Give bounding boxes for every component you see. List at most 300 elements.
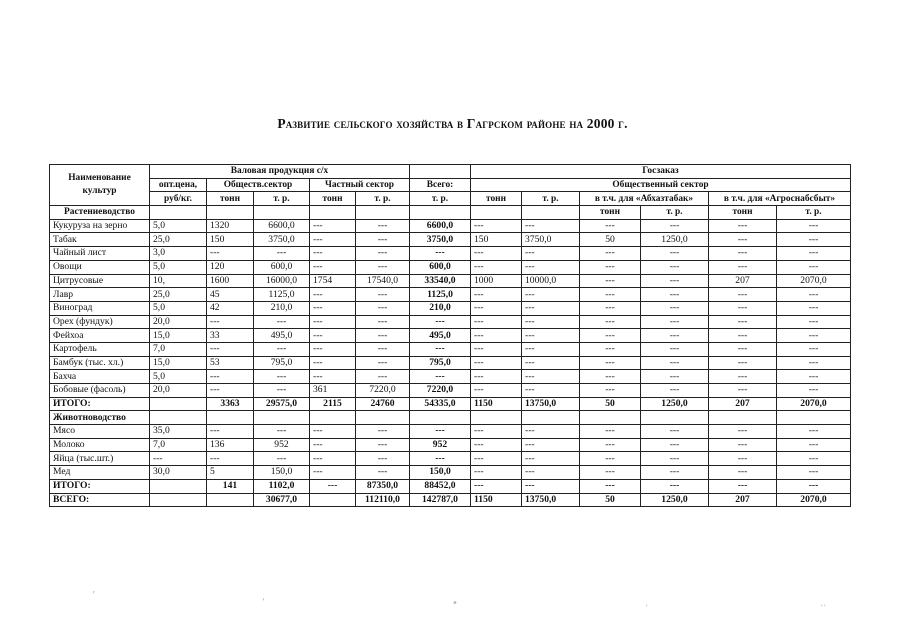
value-cell: 1754 xyxy=(310,274,356,288)
culture-header-line1: Наименование xyxy=(68,173,131,184)
value-cell: --- xyxy=(471,479,522,493)
value-cell: 5,0 xyxy=(150,219,207,233)
value-cell: --- xyxy=(641,329,709,343)
value-cell: 795,0 xyxy=(254,356,310,370)
value-cell: --- xyxy=(641,479,709,493)
table-row xyxy=(50,260,851,274)
value-cell: --- xyxy=(522,301,580,315)
header-row-3 xyxy=(50,192,851,206)
value-cell: 3,0 xyxy=(150,247,207,261)
empty-cell xyxy=(410,411,471,425)
value-cell: --- xyxy=(254,315,310,329)
value-cell: 30677,0 xyxy=(254,493,310,507)
value-cell: --- xyxy=(471,219,522,233)
empty-cell xyxy=(410,206,471,220)
value-cell: --- xyxy=(410,425,471,439)
value-cell: --- xyxy=(356,425,410,439)
value-cell: --- xyxy=(709,247,777,261)
table-row xyxy=(50,370,851,384)
gross-product-header: Валовая продукция с/х xyxy=(150,165,410,179)
value-cell: --- xyxy=(356,438,410,452)
value-cell: --- xyxy=(310,247,356,261)
empty-cell xyxy=(207,411,254,425)
public-rub-header: т. р. xyxy=(254,192,310,206)
value-cell: 7,0 xyxy=(150,438,207,452)
value-cell: --- xyxy=(641,288,709,302)
value-cell: --- xyxy=(254,384,310,398)
value-cell: --- xyxy=(777,356,851,370)
value-cell: --- xyxy=(356,329,410,343)
abkhaz-header: в т.ч. для «Абхазтабак» xyxy=(580,192,709,206)
value-cell: --- xyxy=(410,342,471,356)
table-row xyxy=(50,466,851,480)
row-label-cell: Картофель xyxy=(50,342,150,356)
value-cell: --- xyxy=(310,219,356,233)
value-cell: 1250,0 xyxy=(641,397,709,411)
row-label-cell: Кукуруза на зерно xyxy=(50,219,150,233)
value-cell: 1102,0 xyxy=(254,479,310,493)
empty-cell xyxy=(709,411,777,425)
value-cell: 120 xyxy=(207,260,254,274)
row-label-cell: Лавр xyxy=(50,288,150,302)
value-cell: --- xyxy=(310,233,356,247)
value-cell: --- xyxy=(522,288,580,302)
private-sector-header: Частный сектор xyxy=(310,178,410,192)
value-cell: 795,0 xyxy=(410,356,471,370)
value-cell: 50 xyxy=(580,233,641,247)
total-header: Всего: xyxy=(410,178,471,192)
value-cell: --- xyxy=(709,438,777,452)
value-cell: --- xyxy=(254,425,310,439)
value-cell: 30,0 xyxy=(150,466,207,480)
value-cell: --- xyxy=(310,356,356,370)
value-cell: --- xyxy=(471,452,522,466)
opt-price-header-2: руб/кг. xyxy=(150,192,207,206)
value-cell: --- xyxy=(709,301,777,315)
value-cell: --- xyxy=(580,301,641,315)
value-cell: 35,0 xyxy=(150,425,207,439)
value-cell: --- xyxy=(641,342,709,356)
value-cell: --- xyxy=(522,452,580,466)
value-cell: --- xyxy=(522,342,580,356)
value-cell: --- xyxy=(410,370,471,384)
value-cell: --- xyxy=(356,342,410,356)
value-cell: --- xyxy=(522,370,580,384)
value-cell: --- xyxy=(580,219,641,233)
value-cell: --- xyxy=(471,260,522,274)
value-cell: --- xyxy=(580,356,641,370)
table-row xyxy=(50,452,851,466)
scan-mark: ’ xyxy=(92,590,96,601)
value-cell: 361 xyxy=(310,384,356,398)
row-label-cell: Цитрусовые xyxy=(50,274,150,288)
value-cell: --- xyxy=(580,479,641,493)
value-cell: 141 xyxy=(207,479,254,493)
table-row xyxy=(50,301,851,315)
value-cell: --- xyxy=(471,288,522,302)
state-order-header: Госзаказ xyxy=(471,165,851,179)
plant-total-row xyxy=(50,397,851,411)
value-cell: --- xyxy=(207,425,254,439)
value-cell: --- xyxy=(356,247,410,261)
value-cell: 5,0 xyxy=(150,301,207,315)
value-cell: --- xyxy=(641,356,709,370)
value-cell: 10000,0 xyxy=(522,274,580,288)
empty-cell xyxy=(522,411,580,425)
value-cell: --- xyxy=(310,288,356,302)
value-cell: --- xyxy=(777,247,851,261)
empty-cell xyxy=(254,411,310,425)
value-cell: --- xyxy=(522,219,580,233)
empty-cell xyxy=(207,206,254,220)
row-label-cell: Бахча xyxy=(50,370,150,384)
value-cell: 150 xyxy=(207,233,254,247)
value-cell: --- xyxy=(207,247,254,261)
value-cell: --- xyxy=(777,233,851,247)
value-cell xyxy=(150,397,207,411)
value-cell: --- xyxy=(709,219,777,233)
value-cell: --- xyxy=(777,329,851,343)
value-cell xyxy=(207,493,254,507)
value-cell: 1250,0 xyxy=(641,493,709,507)
value-cell: 20,0 xyxy=(150,315,207,329)
value-cell: 952 xyxy=(410,438,471,452)
empty-cell xyxy=(522,206,580,220)
agro-tons-header: тонн xyxy=(709,206,777,220)
value-cell: 6600,0 xyxy=(254,219,310,233)
table-row xyxy=(50,247,851,261)
row-label-cell: Чайный лист xyxy=(50,247,150,261)
value-cell: --- xyxy=(641,370,709,384)
value-cell: --- xyxy=(207,370,254,384)
table-row xyxy=(50,315,851,329)
value-cell: --- xyxy=(580,438,641,452)
value-cell: 112110,0 xyxy=(356,493,410,507)
value-cell: 210,0 xyxy=(254,301,310,315)
value-cell: --- xyxy=(522,479,580,493)
value-cell: 600,0 xyxy=(254,260,310,274)
value-cell: --- xyxy=(641,315,709,329)
value-cell: --- xyxy=(310,452,356,466)
private-tons-header: тонн xyxy=(310,192,356,206)
value-cell: --- xyxy=(777,466,851,480)
value-cell: --- xyxy=(356,288,410,302)
value-cell: --- xyxy=(471,384,522,398)
value-cell: 7,0 xyxy=(150,342,207,356)
value-cell: --- xyxy=(254,342,310,356)
value-cell: --- xyxy=(641,466,709,480)
value-cell: --- xyxy=(777,219,851,233)
empty-cell xyxy=(310,411,356,425)
table-row xyxy=(50,233,851,247)
value-cell: 25,0 xyxy=(150,233,207,247)
value-cell: --- xyxy=(777,425,851,439)
row-label-cell: Яйца (тыс.шт.) xyxy=(50,452,150,466)
value-cell: 1150 xyxy=(471,397,522,411)
empty-cell xyxy=(356,411,410,425)
table-row xyxy=(50,342,851,356)
gos-tons-header: тонн xyxy=(471,192,522,206)
value-cell: --- xyxy=(580,329,641,343)
value-cell: --- xyxy=(709,384,777,398)
value-cell: 142787,0 xyxy=(410,493,471,507)
value-cell: --- xyxy=(580,384,641,398)
value-cell: --- xyxy=(356,301,410,315)
value-cell: --- xyxy=(777,370,851,384)
public-tons-header: тонн xyxy=(207,192,254,206)
value-cell: --- xyxy=(641,219,709,233)
value-cell xyxy=(150,479,207,493)
header-row-2 xyxy=(50,178,851,192)
empty-cell xyxy=(356,206,410,220)
abkhaz-tons-header: тонн xyxy=(580,206,641,220)
value-cell: --- xyxy=(580,425,641,439)
value-cell: --- xyxy=(356,219,410,233)
value-cell: 6600,0 xyxy=(410,219,471,233)
value-cell: --- xyxy=(471,342,522,356)
row-label-cell: ИТОГО: xyxy=(50,397,150,411)
table-row xyxy=(50,438,851,452)
value-cell: 2070,0 xyxy=(777,274,851,288)
value-cell: --- xyxy=(580,342,641,356)
value-cell: 15,0 xyxy=(150,329,207,343)
value-cell: 210,0 xyxy=(410,301,471,315)
row-label-cell: Бобовые (фасоль) xyxy=(50,384,150,398)
value-cell: --- xyxy=(709,466,777,480)
value-cell: --- xyxy=(522,356,580,370)
value-cell: --- xyxy=(410,452,471,466)
value-cell: 54335,0 xyxy=(410,397,471,411)
empty-cell xyxy=(777,411,851,425)
value-cell: --- xyxy=(471,438,522,452)
row-label-cell: Овощи xyxy=(50,260,150,274)
scan-mark: • xyxy=(452,598,458,609)
value-cell: --- xyxy=(709,288,777,302)
value-cell: --- xyxy=(471,329,522,343)
value-cell: --- xyxy=(641,247,709,261)
value-cell: --- xyxy=(310,438,356,452)
value-cell: 3750,0 xyxy=(522,233,580,247)
value-cell: --- xyxy=(207,315,254,329)
value-cell: 13750,0 xyxy=(522,397,580,411)
value-cell: --- xyxy=(310,479,356,493)
value-cell: --- xyxy=(641,438,709,452)
value-cell: --- xyxy=(310,342,356,356)
value-cell: --- xyxy=(709,452,777,466)
value-cell: 3750,0 xyxy=(410,233,471,247)
value-cell: --- xyxy=(522,247,580,261)
table-row xyxy=(50,274,851,288)
value-cell: --- xyxy=(310,301,356,315)
opt-price-header-1: опт.цена, xyxy=(150,178,207,192)
value-cell: 5,0 xyxy=(150,370,207,384)
value-cell: --- xyxy=(580,452,641,466)
value-cell xyxy=(150,493,207,507)
value-cell: 17540,0 xyxy=(356,274,410,288)
value-cell: --- xyxy=(522,384,580,398)
value-cell: 136 xyxy=(207,438,254,452)
value-cell: --- xyxy=(471,356,522,370)
value-cell: --- xyxy=(310,315,356,329)
total-header-empty xyxy=(410,165,471,179)
public-sector-header: Обществ.сектор xyxy=(207,178,310,192)
value-cell: --- xyxy=(777,479,851,493)
empty-cell xyxy=(150,206,207,220)
agro-header: в т.ч. для «Агроснабсбыт» xyxy=(709,192,851,206)
value-cell: 150,0 xyxy=(410,466,471,480)
value-cell: --- xyxy=(356,315,410,329)
value-cell: --- xyxy=(641,452,709,466)
value-cell: --- xyxy=(356,233,410,247)
value-cell: --- xyxy=(150,452,207,466)
table-row xyxy=(50,219,851,233)
value-cell: --- xyxy=(641,274,709,288)
value-cell: --- xyxy=(254,452,310,466)
value-cell: --- xyxy=(709,356,777,370)
value-cell: --- xyxy=(580,260,641,274)
value-cell: --- xyxy=(580,247,641,261)
value-cell: --- xyxy=(777,301,851,315)
value-cell: 87350,0 xyxy=(356,479,410,493)
public-sector-full-header: Общественный сектор xyxy=(471,178,851,192)
row-label-cell: ВСЕГО: xyxy=(50,493,150,507)
value-cell: 1125,0 xyxy=(254,288,310,302)
value-cell: 10, xyxy=(150,274,207,288)
value-cell: 3750,0 xyxy=(254,233,310,247)
value-cell: --- xyxy=(777,384,851,398)
value-cell: 2070,0 xyxy=(777,397,851,411)
table-row xyxy=(50,356,851,370)
row-label-cell: Табак xyxy=(50,233,150,247)
value-cell: 88452,0 xyxy=(410,479,471,493)
value-cell: --- xyxy=(641,260,709,274)
value-cell xyxy=(310,493,356,507)
value-cell: --- xyxy=(254,247,310,261)
scan-mark: ‘ xyxy=(262,597,266,608)
value-cell: --- xyxy=(410,315,471,329)
value-cell: --- xyxy=(709,260,777,274)
header-row-4 xyxy=(50,206,851,220)
value-cell: 495,0 xyxy=(410,329,471,343)
section-animal: Животноводство xyxy=(50,411,150,425)
value-cell: --- xyxy=(580,274,641,288)
value-cell: 33540,0 xyxy=(410,274,471,288)
scan-mark: ·· xyxy=(820,601,827,612)
value-cell: --- xyxy=(641,301,709,315)
value-cell: 3363 xyxy=(207,397,254,411)
value-cell: --- xyxy=(356,356,410,370)
value-cell: 29575,0 xyxy=(254,397,310,411)
value-cell: --- xyxy=(471,315,522,329)
value-cell: --- xyxy=(522,329,580,343)
section-row xyxy=(50,411,851,425)
value-cell: 42 xyxy=(207,301,254,315)
value-cell: --- xyxy=(580,370,641,384)
value-cell: 2070,0 xyxy=(777,493,851,507)
value-cell: --- xyxy=(580,466,641,480)
value-cell: --- xyxy=(471,370,522,384)
abkhaz-rub-header: т. р. xyxy=(641,206,709,220)
value-cell: --- xyxy=(709,233,777,247)
value-cell: --- xyxy=(522,466,580,480)
value-cell: 5,0 xyxy=(150,260,207,274)
value-cell: 150 xyxy=(471,233,522,247)
value-cell: --- xyxy=(777,315,851,329)
value-cell: --- xyxy=(410,247,471,261)
value-cell: 207 xyxy=(709,493,777,507)
row-label-cell: Бамбук (тыс. хл.) xyxy=(50,356,150,370)
value-cell: 1600 xyxy=(207,274,254,288)
empty-cell xyxy=(580,411,641,425)
value-cell: --- xyxy=(310,425,356,439)
row-label-cell: Виноград xyxy=(50,301,150,315)
value-cell: --- xyxy=(777,342,851,356)
empty-cell xyxy=(254,206,310,220)
value-cell: --- xyxy=(777,438,851,452)
row-label-cell: Мясо xyxy=(50,425,150,439)
value-cell: --- xyxy=(522,315,580,329)
row-label-cell: Орех (фундук) xyxy=(50,315,150,329)
value-cell: 207 xyxy=(709,274,777,288)
gos-rub-header: т. р. xyxy=(522,192,580,206)
value-cell: 5 xyxy=(207,466,254,480)
value-cell: 2115 xyxy=(310,397,356,411)
row-label-cell: Молоко xyxy=(50,438,150,452)
value-cell: --- xyxy=(777,288,851,302)
value-cell: 25,0 xyxy=(150,288,207,302)
empty-cell xyxy=(641,411,709,425)
value-cell: 50 xyxy=(580,397,641,411)
value-cell: --- xyxy=(356,452,410,466)
private-rub-header: т. р. xyxy=(356,192,410,206)
value-cell: 1150 xyxy=(471,493,522,507)
value-cell: --- xyxy=(310,370,356,384)
value-cell: 1000 xyxy=(471,274,522,288)
value-cell: --- xyxy=(709,315,777,329)
total-rub-header: т. р. xyxy=(410,192,471,206)
value-cell: 45 xyxy=(207,288,254,302)
value-cell: 495,0 xyxy=(254,329,310,343)
empty-cell xyxy=(310,206,356,220)
value-cell: --- xyxy=(709,342,777,356)
value-cell: --- xyxy=(310,329,356,343)
empty-cell xyxy=(471,411,522,425)
table-row xyxy=(50,329,851,343)
value-cell: --- xyxy=(709,370,777,384)
value-cell: --- xyxy=(522,438,580,452)
value-cell: --- xyxy=(207,384,254,398)
value-cell: 600,0 xyxy=(410,260,471,274)
value-cell: --- xyxy=(356,370,410,384)
value-cell: --- xyxy=(580,315,641,329)
value-cell: 20,0 xyxy=(150,384,207,398)
animal-total-row xyxy=(50,479,851,493)
section-plant: Растениеводство xyxy=(50,206,150,220)
value-cell: 207 xyxy=(709,397,777,411)
value-cell: 7220,0 xyxy=(410,384,471,398)
value-cell: --- xyxy=(641,425,709,439)
value-cell: --- xyxy=(310,260,356,274)
value-cell: --- xyxy=(310,466,356,480)
header-row-1 xyxy=(50,165,851,179)
value-cell: --- xyxy=(777,260,851,274)
value-cell: --- xyxy=(522,260,580,274)
empty-cell xyxy=(471,206,522,220)
scan-mark: · xyxy=(645,601,649,612)
value-cell: 24760 xyxy=(356,397,410,411)
value-cell: --- xyxy=(207,342,254,356)
value-cell: --- xyxy=(471,301,522,315)
